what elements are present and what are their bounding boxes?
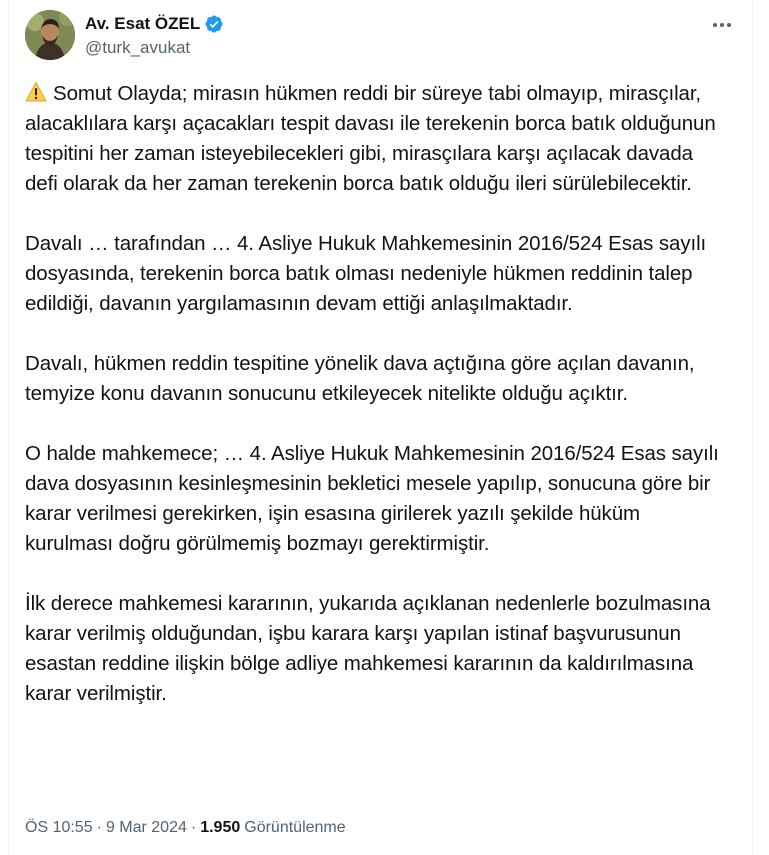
tweet-paragraph: İlk derece mahkemesi kararının, yukarıda açıklanan nedenlerle bozulmasına karar verilmiş olduğundan, işbu karara karşı yapılan istinaf başvurusunun esastan reddine ilişkin bölge adliye mahkemesi kararının da kaldırılmasına karar verilmiştir. [25,592,711,705]
tweet-time[interactable]: ÖS 10:55 [25,819,93,836]
views-count: 1.950 [200,819,241,836]
tweet-paragraph-text: Somut Olayda; mirasın hükmen reddi bir süreye tabi olmayıp, mirasçılar, alacaklılara karşı açacakları tespit davası ile terekenin borca batık olduğunun tespitini her zaman isteyebilecekleri gibi, mirasçılara karşı açılacak davada defi olarak da her zaman terekenin borca batık olduğu ileri sürülebilecektir. [25,82,716,195]
tweet-card [8,0,753,855]
meta-separator: · [190,819,197,836]
author-names [85,12,224,58]
tweet-paragraph [25,79,730,199]
tweet-paragraph: O halde mahkemece; … 4. Asliye Hukuk Mahkemesinin 2016/524 Esas sayılı dava dosyasının kesinleşmesinin bekletici mesele yapılıp, sonucuna göre bir karar verilmesi gerekirken, işin esasına girilerek yazılı şekilde hüküm kurulması doğru görülmemiş bozmayı gerektirmiştir. [25,442,719,555]
more-horizontal-icon [712,22,732,28]
meta-separator: · [96,819,102,836]
author-avatar[interactable] [25,10,75,60]
author-handle[interactable]: @turk_avukat [85,38,191,57]
verified-badge-icon[interactable] [204,14,224,34]
tweet-paragraph: Davalı, hükmen reddin tespitine yönelik dava açtığına göre açılan davanın, temyize konu davanın sonucunu etkileyecek nitelikte olduğu açıktır. [25,352,695,405]
tweet-date[interactable]: 9 Mar 2024 [105,819,187,836]
warning-sign-icon [25,81,47,103]
display-name-row [85,12,224,36]
tweet-text [25,79,730,709]
tweet-meta [25,819,346,837]
tweet-header [25,10,736,62]
more-options-button[interactable] [708,14,736,36]
views-label: Görüntülenme [244,819,346,836]
author-display-name[interactable]: Av. Esat ÖZEL [85,14,201,33]
tweet-paragraph: Davalı … tarafından … 4. Asliye Hukuk Mahkemesinin 2016/524 Esas sayılı dosyasında, terekenin borca batık olması nedeniyle hükmen reddinin talep edildiği, davanın yargılamasının devam ettiği anlaşılmaktadır. [25,232,707,315]
